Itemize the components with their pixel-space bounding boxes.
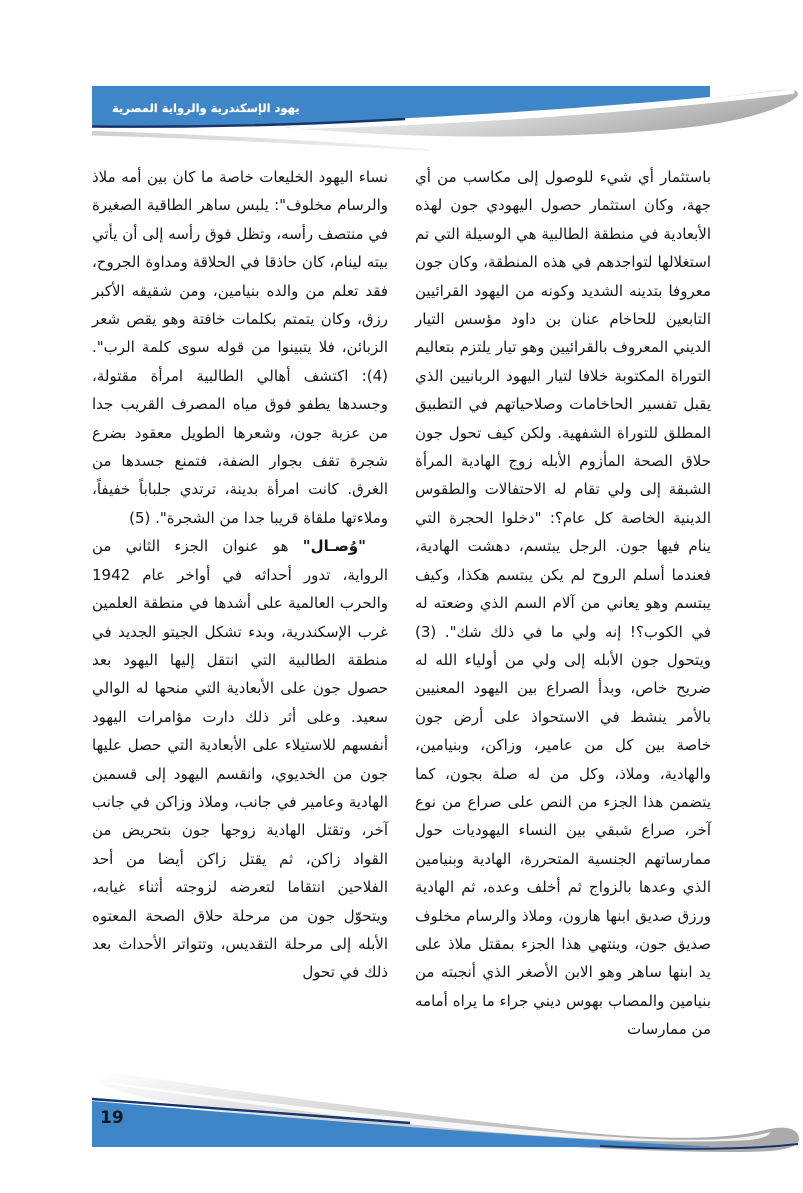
page-number: 19: [100, 1108, 124, 1128]
text-column-left: [92, 163, 388, 1044]
paragraph-left-2: [92, 532, 388, 987]
text-columns: [92, 163, 711, 1044]
paragraph-left-1: نساء اليهود الخليعات خاصة ما كان بين أمه ملاذ والرسام مخلوف": يلبس ساهر الطاقية الصغيرة في منتصف رأسه، وتظل فوق رأسه إلى أن يأتي بيته لينام، كان حاذقا في الحلاقة ومداوة الجروح، فقد تعلم من والده بنيامين، ومن شقيقه الأكبر رزق، وكان يتمتم بكلمات خافتة وهو يقص شعر الزبائن، فلا يتبينوا من قوله سوى كلمة الرب". (4): اكتشف أهالي الطالبية امرأة مقتولة، وجسدها يطفو فوق مياه المصرف القريب جدا من عزبة جون، وشعرها الطويل معقود بضرع شجرة تقف بجوار الضفة، فتمنع جسدها من الغرق. كانت امرأة بدينة، ترتدي جلباباً خفيفاً، وملاءتها ملقاة قريبا جدا من الشجرة". (5): [92, 168, 388, 527]
header-decoration: [0, 84, 803, 164]
paragraph-left-2-text: هو عنوان الجزء الثاني من الرواية، تدور أحداثه في أواخر عام 1942 والحرب العالمية على أشدها في منطقة العلمين غرب الإسكندرية، وبدء تشكل الجيتو الجديد في منطقة الطالبية التي انتقل إليها اليهود بعد حصول جون على الأبعادية التي منحها له الوالي سعيد. وعلى أثر ذلك دارت مؤامرات اليهود أنفسهم للاستيلاء على الأبعادية التي حصل عليها جون من الخديوي، وانقسم اليهود إلى قسمين الهادية وعامير في جانب، وملاذ وزاكن في جانب آخر، وتقتل الهادية زوجها جون بتحريض من القواد زاكن، ثم يقتل زاكن أيضا من أحد الفلاحين انتقاما لتعرضه لزوجته أثناء غيابه، ويتحوّل جون من مرحلة حلاق الصحة المعتوه الأبله إلى مرحلة التقديس، وتتواتر الأحداث بعد ذلك في تحول: [92, 537, 388, 982]
paragraph-lead-word: "وُصـال": [302, 537, 366, 556]
text-column-right: [415, 163, 711, 1044]
running-header-title: يهود الإسكندرية والرواية المصرية: [112, 101, 300, 115]
paragraph-right-1: باستثمار أي شيء للوصول إلى مكاسب من أي جهة، وكان استثمار حصول اليهودي جون لهذه الأبعادية في منطقة الطالبية هي الوسيلة التي تم استغلالها لتواجدهم في هذه المنطقة، وكان جون معروفا بتدينه الشديد وكونه من اليهود القرائيين التابعين للحاخام عنان بن داود مؤسس التيار الديني المعروف بالقرائيين وهو تيار يلتزم بتعاليم التوراة المكتوبة خلافا لتيار اليهود الربانيين الذي يقبل تفسير الحاخامات وصلاحياتهم في التطبيق المطلق للتوراة الشفهية. ولكن كيف تحول جون حلاق الصحة المأزوم الأبله زوج الهادية المرأة الشبقة إلى ولي تقام له الاحتفالات والطقوس الدينية الخاصة كل عام؟: "دخلوا الحجرة التي ينام فيها جون. الرجل يبتسم، دهشت الهادية، فعندما أسلم الروح لم يكن يبتسم هكذا، وكيف يبتسم وهو يعاني من آلام السم الذي وضعته له في الكوب؟! إنه ولي ما في ذلك شك". (3) ويتحول جون الأبله إلى ولي من أولياء الله له ضريح خاص، وبدأ الصراع بين اليهود المعنيين بالأمر ينشط في الاستحواذ على أرض جون خاصة بين كل من عامير، وزاكن، وبنيامين، والهادية، وملاذ، وكل من له صلة بجون، كما يتضمن هذا الجزء من النص على صراع من نوع آخر، صراع شبقي بين النساء اليهوديات حول ممارساتهم الجنسية المتحررة، الهادية وبنيامين الذي وعدها بالزواج ثم أخلف وعده، ثم الهادية ورزق صديق ابنها هارون، وملاذ والرسام مخلوف صديق جون، وينتهي هذا الجزء بمقتل ملاذ على يد ابنها ساهر وهو الابن الأصغر الذي أنجبته من بنيامين والمصاب بهوس ديني جراء ما يراه أمامه من ممارسات: [415, 168, 711, 1039]
header-gray-sweep: [92, 131, 430, 151]
